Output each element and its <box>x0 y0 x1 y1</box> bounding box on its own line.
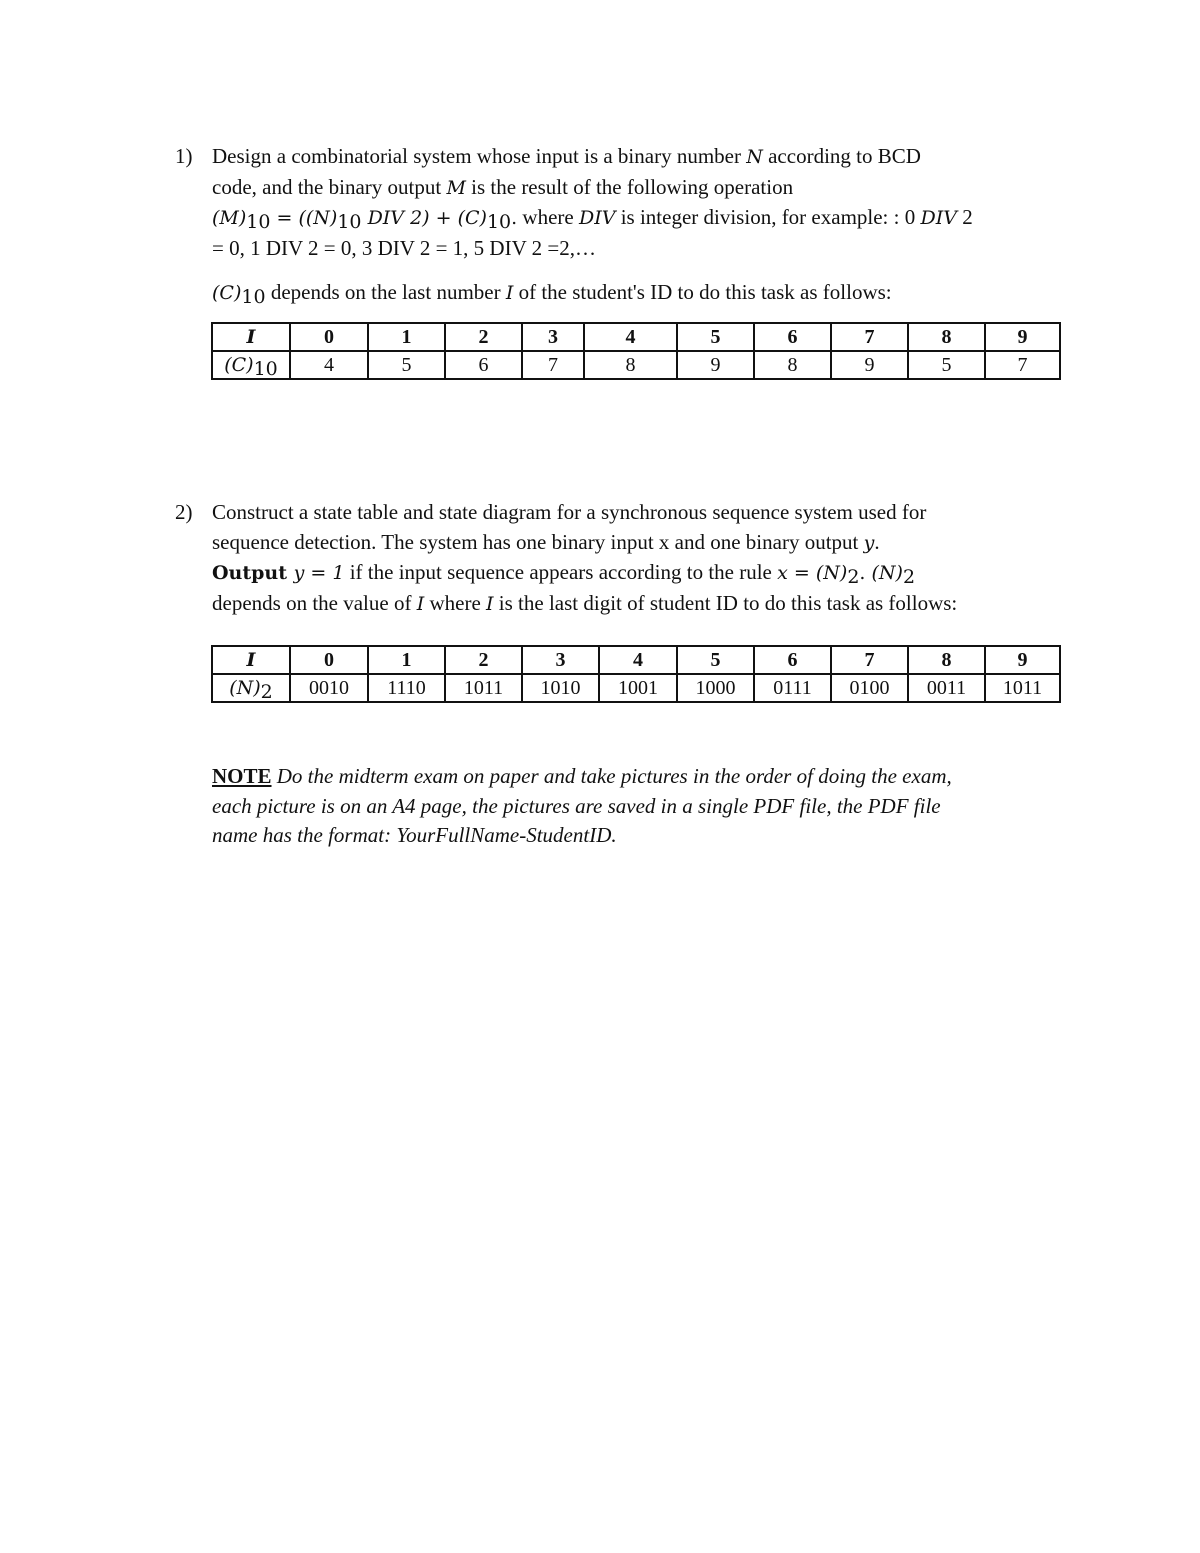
table-cell: 7 <box>985 351 1060 379</box>
table-header-row <box>212 646 1060 674</box>
q2-n-table <box>211 645 1061 703</box>
header-cell: 1 <box>368 323 445 351</box>
header-cell: 4 <box>599 646 677 674</box>
table-cell: 4 <box>290 351 368 379</box>
table-cell: 5 <box>908 351 985 379</box>
header-cell: 6 <box>754 646 831 674</box>
header-cell: 7 <box>831 323 908 351</box>
q1-c-description: $(C)_{10}$ depends on the last number I of the student's ID to do this task as follows: <box>212 280 892 308</box>
note-line-3: name has the format: YourFullName-StudentID. <box>212 823 617 847</box>
table-row <box>212 351 1060 379</box>
exam-note: NOTE Do the midterm exam on paper and take pictures in the order of doing the exam, each picture is on an A4 page, the pictures are saved in a single PDF file, the PDF file name has the format: YourFullName-StudentID. <box>212 762 1072 851</box>
q1-c-table <box>211 322 1061 380</box>
table-header-row <box>212 323 1060 351</box>
table-cell: 0100 <box>831 674 908 702</box>
header-cell: 7 <box>831 646 908 674</box>
header-cell: 5 <box>677 646 754 674</box>
header-cell: 9 <box>985 646 1060 674</box>
header-cell: 0 <box>290 323 368 351</box>
table-cell: 6 <box>445 351 522 379</box>
header-cell: 6 <box>754 323 831 351</box>
q2-line-4: depends on the value of I where I is the last digit of student ID to do this task as follows: <box>212 590 958 615</box>
header-cell: 5 <box>677 323 754 351</box>
question-2-body <box>212 498 1072 619</box>
header-cell: 8 <box>908 323 985 351</box>
question-2-number: 2) <box>175 500 193 524</box>
q2-line-3: Output y = 1 if the input sequence appears according to the rule $x = (N)_2$. $(N)_2$ <box>212 560 916 588</box>
formula-m: (M) <box>212 207 247 229</box>
row-label: $(N)_2$ <box>212 674 290 702</box>
header-cell: 1 <box>368 646 445 674</box>
table-cell: 1011 <box>985 674 1060 702</box>
header-cell: 3 <box>522 323 584 351</box>
q2-line-2: sequence detection. The system has one binary input x and one binary output y. <box>212 529 880 554</box>
table-cell: 9 <box>677 351 754 379</box>
q1-formula-line: $(M)_{10} = ((N)_{10}$ DIV $2) + (C)_{10}$. where DIV is integer division, for example: : 0 DIV 2 <box>212 205 973 233</box>
header-cell: 9 <box>985 323 1060 351</box>
q2-line-1: Construct a state table and state diagram for a synchronous sequence system used for <box>212 500 927 524</box>
header-label: I <box>212 323 290 351</box>
table-cell: 1001 <box>599 674 677 702</box>
note-label: NOTE <box>212 764 272 788</box>
table-cell: 8 <box>584 351 677 379</box>
table-cell: 9 <box>831 351 908 379</box>
table-cell: 1000 <box>677 674 754 702</box>
header-cell: 4 <box>584 323 677 351</box>
table-cell: 1010 <box>522 674 599 702</box>
row-label: $(C)_{10}$ <box>212 351 290 379</box>
header-cell: 2 <box>445 646 522 674</box>
question-1-number: 1) <box>175 144 193 168</box>
table-cell: 5 <box>368 351 445 379</box>
table-cell: 0011 <box>908 674 985 702</box>
q1-example-line: = 0, 1 DIV 2 = 0, 3 DIV 2 = 1, 5 DIV 2 =2,… <box>212 235 596 260</box>
table-cell: 1110 <box>368 674 445 702</box>
table-cell: 7 <box>522 351 584 379</box>
header-cell: 2 <box>445 323 522 351</box>
note-line-2: each picture is on an A4 page, the pictures are saved in a single PDF file, the PDF file <box>212 793 941 818</box>
header-cell: 0 <box>290 646 368 674</box>
table-cell: 0010 <box>290 674 368 702</box>
header-cell: 3 <box>522 646 599 674</box>
table-cell: 8 <box>754 351 831 379</box>
q1-line-1: Design a combinatorial system whose input is a binary number N according to BCD <box>212 144 921 168</box>
header-label: I <box>212 646 290 674</box>
q1-line-2: code, and the binary output M is the result of the following operation <box>212 174 794 199</box>
header-cell: 8 <box>908 646 985 674</box>
question-1-body <box>212 142 1072 263</box>
table-row <box>212 674 1060 702</box>
table-cell: 0111 <box>754 674 831 702</box>
table-cell: 1011 <box>445 674 522 702</box>
